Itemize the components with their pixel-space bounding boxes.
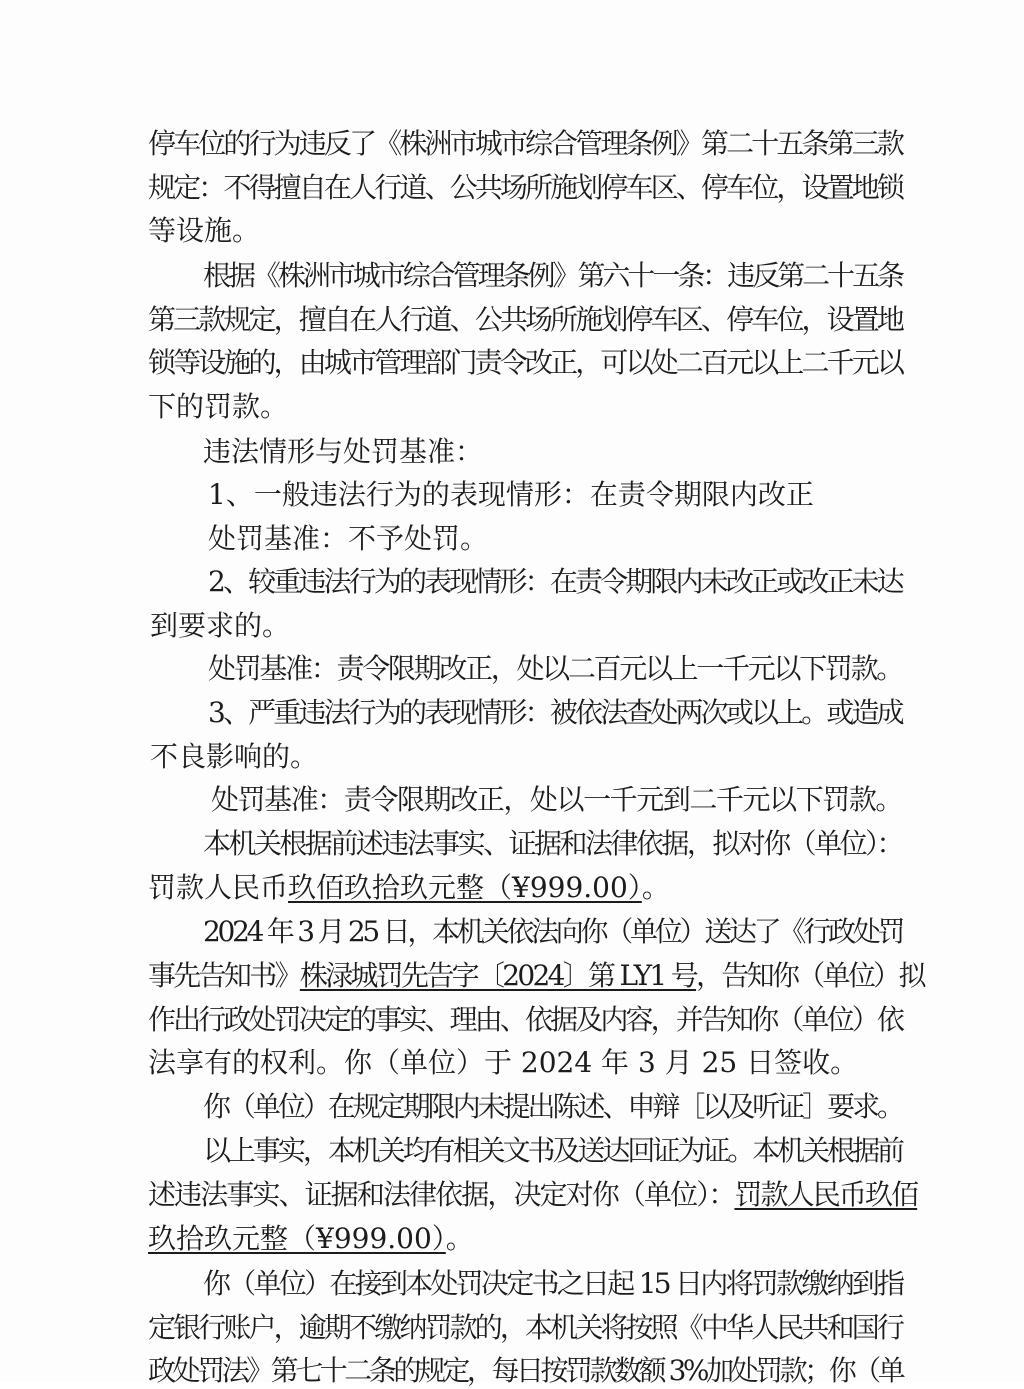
text-line: 下的罚款。	[148, 390, 289, 423]
text-line: 处罚基准：责令限期改正，处以二百元以上一千元以下罚款。	[208, 652, 903, 685]
decision-amount-underlined: 玖拾玖元整（¥999.00）	[148, 1222, 446, 1255]
text-run: 事先告知书》	[148, 959, 300, 992]
text-line: 你（单位）在规定期限内未提出陈述、申辩［以及听证］要求。	[203, 1090, 903, 1123]
text-line	[148, 958, 924, 994]
text-line: 2024 年 3 月 25 日，本机关依法向你（单位）送达了《行政处罚	[203, 915, 903, 948]
text-line: 以上事实，本机关均有相关文书及送达回证为证。本机关根据前	[203, 1134, 903, 1167]
text-line: 本机关根据前述违法事实、证据和法律依据，拟对你（单位）：	[203, 827, 903, 860]
text-run: 述违法事实、证据和法律依据，决定对你（单位）：	[148, 1178, 735, 1211]
text-run: 罚款人民币	[148, 871, 289, 904]
text-line: 锁等设施的，由城市管理部门责令改正，可以处二百元以上二千元以	[148, 346, 903, 379]
text-line: 你（单位）在接到本处罚决定书之日起 15 日内将罚款缴纳到指	[203, 1267, 903, 1300]
text-line: 第三款规定，擅自在人行道、公共场所施划停车区、停车位，设置地	[148, 303, 903, 336]
text-line: 法享有的权利。你（单位）于 2024 年 3 月 25 日签收。	[148, 1046, 859, 1079]
text-line	[148, 870, 670, 906]
text-line: 作出行政处罚决定的事实、理由、依据及内容，并告知你（单位）依	[148, 1003, 903, 1036]
text-run: 。	[641, 871, 670, 904]
text-line: 不良影响的。	[150, 740, 319, 773]
text-line: 到要求的。	[150, 609, 291, 642]
text-line: 处罚基准：责令限期改正，处以一千元到二千元以下罚款。	[211, 783, 903, 816]
text-line: 根据《株洲市城市综合管理条例》第六十一条：违反第二十五条	[203, 259, 903, 292]
text-line: 3、严重违法行为的表现情形：被依法查处两次或以上。或造成	[208, 696, 902, 729]
text-line: 违法情形与处罚基准：	[203, 435, 484, 468]
notice-number-underlined: 株渌城罚先告字〔2024〕第 LY1 号	[299, 959, 697, 992]
decision-amount-underlined: 罚款人民币玖佰	[734, 1178, 918, 1211]
text-line: 停车位的行为违反了《株洲市城市综合管理条例》第二十五条第三款	[148, 127, 903, 160]
text-line	[148, 1177, 917, 1213]
text-line: 处罚基准：不予处罚。	[208, 522, 489, 555]
text-line: 2、较重违法行为的表现情形：在责令期限内未改正或改正未达	[208, 565, 902, 598]
text-line: 1、一般违法行为的表现情形：在责令期限内改正	[208, 478, 814, 511]
text-run: ，告知你（单位）拟	[696, 959, 924, 992]
text-line: 等设施。	[148, 214, 261, 247]
text-line: 定银行账户，逾期不缴纳罚款的，本机关将按照《中华人民共和国行	[148, 1311, 903, 1344]
text-line: 规定：不得擅自在人行道、公共场所施划停车区、停车位，设置地锁	[148, 171, 903, 204]
text-line: 政处罚法》第七十二条的规定，每日按罚款数额 3%加处罚款；你（单	[148, 1354, 903, 1387]
text-line	[148, 1221, 474, 1257]
text-run: 。	[445, 1222, 474, 1255]
fine-amount-underlined: 玖佰玖拾玖元整（¥999.00）	[288, 871, 642, 904]
